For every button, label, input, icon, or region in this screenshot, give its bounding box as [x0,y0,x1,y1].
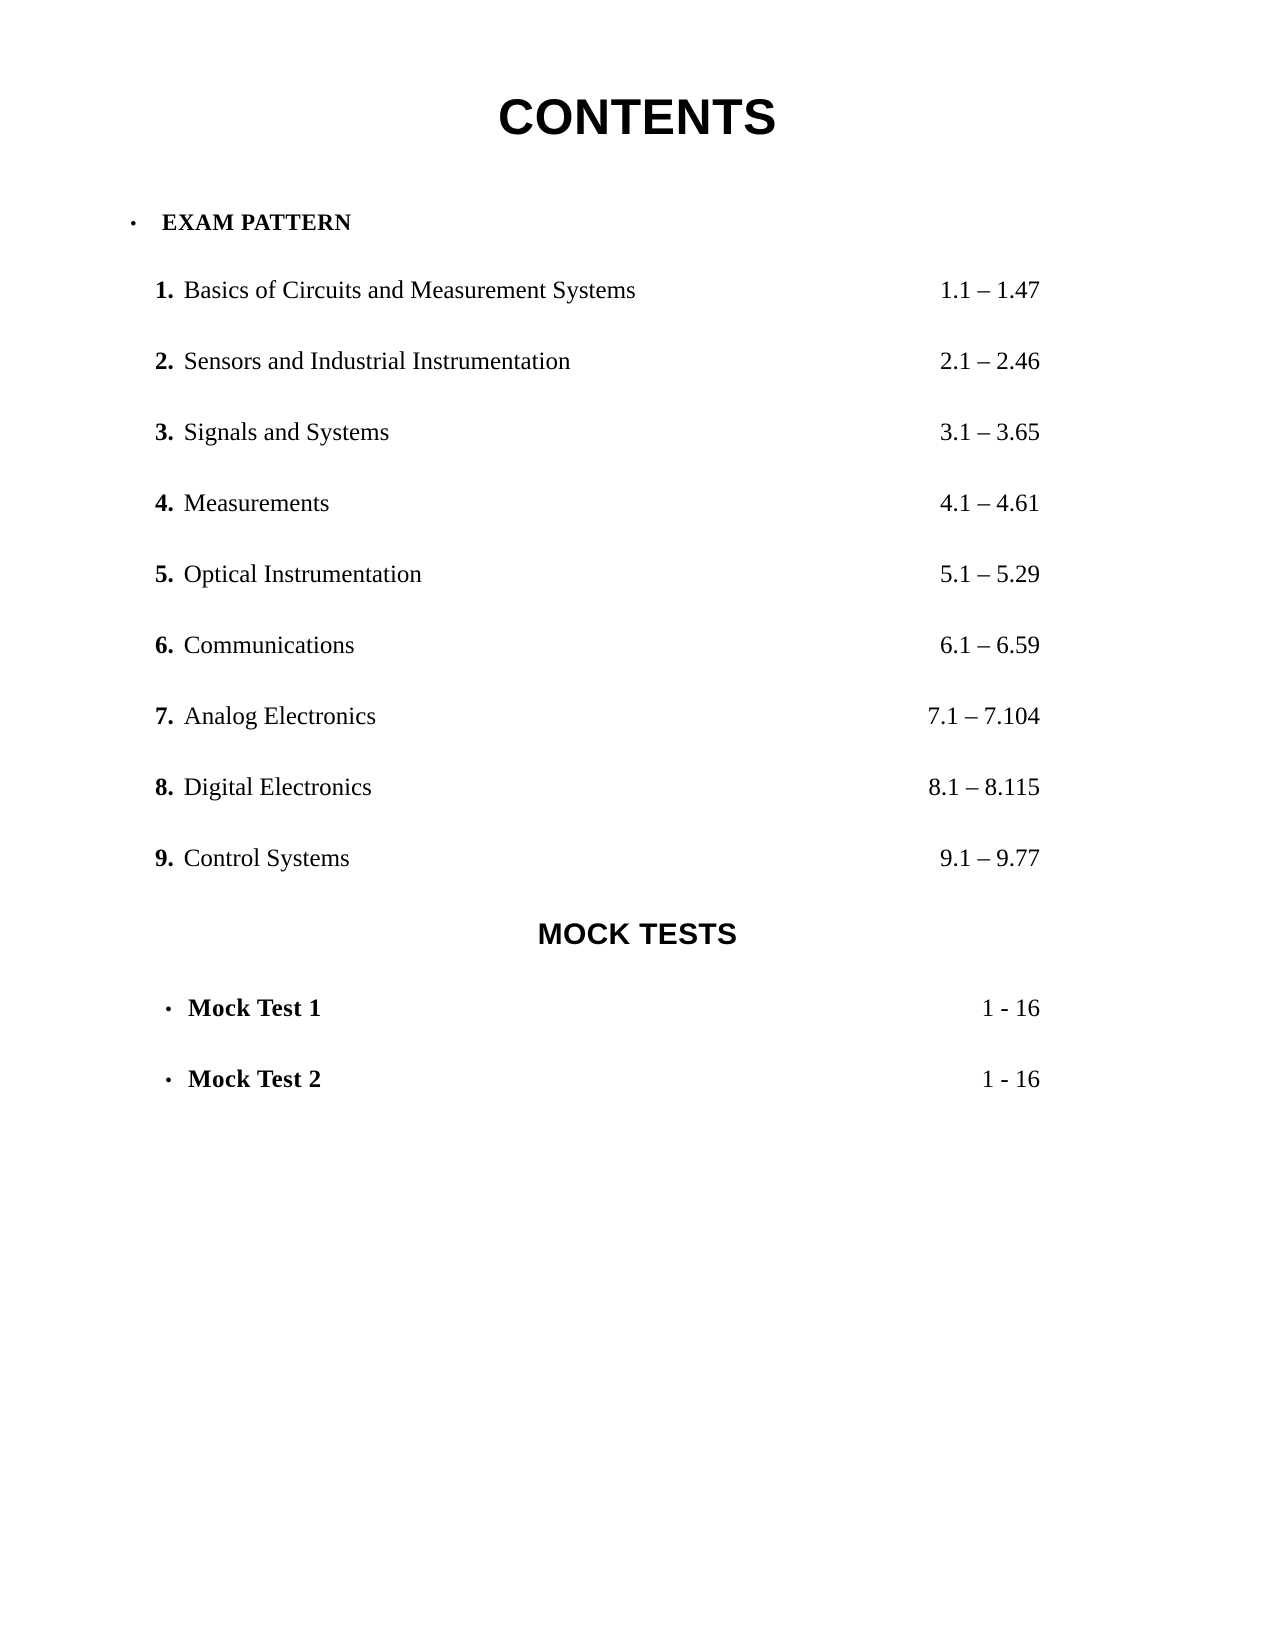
chapter-number: 5. [155,561,174,588]
chapter-pages: 5.1 – 5.29 [940,561,1040,588]
mock-test-label: Mock Test 2 [188,1066,322,1093]
list-item[interactable] [165,995,1040,1066]
chapter-title: Measurements [183,490,330,517]
chapter-pages: 6.1 – 6.59 [940,632,1040,659]
bullet-icon: • [130,214,137,235]
list-item[interactable] [155,703,1040,774]
chapter-pages: 2.1 – 2.46 [940,348,1040,375]
chapter-pages: 9.1 – 9.77 [940,845,1040,872]
page-title: CONTENTS [498,89,777,145]
chapter-number: 4. [155,490,174,517]
chapter-number: 3. [155,419,174,446]
chapter-pages: 4.1 – 4.61 [940,490,1040,517]
chapter-pages: 3.1 – 3.65 [940,419,1040,446]
chapter-number: 9. [155,845,174,872]
list-item[interactable] [155,490,1040,561]
chapter-title: Signals and Systems [183,419,390,446]
chapter-pages: 7.1 – 7.104 [927,703,1040,730]
chapter-title: Analog Electronics [183,703,377,730]
mock-test-pages: 1 - 16 [981,995,1040,1022]
mock-tests-list [165,995,1040,1137]
chapter-number: 8. [155,774,174,801]
chapter-pages: 8.1 – 8.115 [928,774,1040,801]
mock-test-label: Mock Test 1 [188,995,322,1022]
chapter-title: Digital Electronics [183,774,372,801]
list-item[interactable] [155,632,1040,703]
bullet-icon: • [165,1070,173,1092]
list-item[interactable] [155,774,1040,845]
chapter-list [155,277,1040,916]
chapter-number: 1. [155,277,174,304]
mock-test-pages: 1 - 16 [981,1066,1040,1093]
chapter-title: Communications [183,632,355,659]
exam-pattern-label: EXAM PATTERN [162,210,352,235]
bullet-icon: • [165,999,173,1021]
list-item[interactable] [155,419,1040,490]
chapter-title: Sensors and Industrial Instrumentation [183,348,571,375]
mock-tests-heading: MOCK TESTS [537,918,738,951]
list-item[interactable] [155,561,1040,632]
chapter-number: 2. [155,348,174,375]
chapter-title: Basics of Circuits and Measurement Systems [183,277,636,304]
exam-pattern-entry[interactable] [130,210,1050,236]
chapter-title: Control Systems [183,845,350,872]
chapter-pages: 1.1 – 1.47 [940,277,1040,304]
chapter-number: 7. [155,703,174,730]
list-item[interactable] [165,1066,1040,1137]
chapter-number: 6. [155,632,174,659]
list-item[interactable] [155,348,1040,419]
chapter-title: Optical Instrumentation [183,561,422,588]
list-item[interactable] [155,845,1040,916]
list-item[interactable] [155,277,1040,348]
